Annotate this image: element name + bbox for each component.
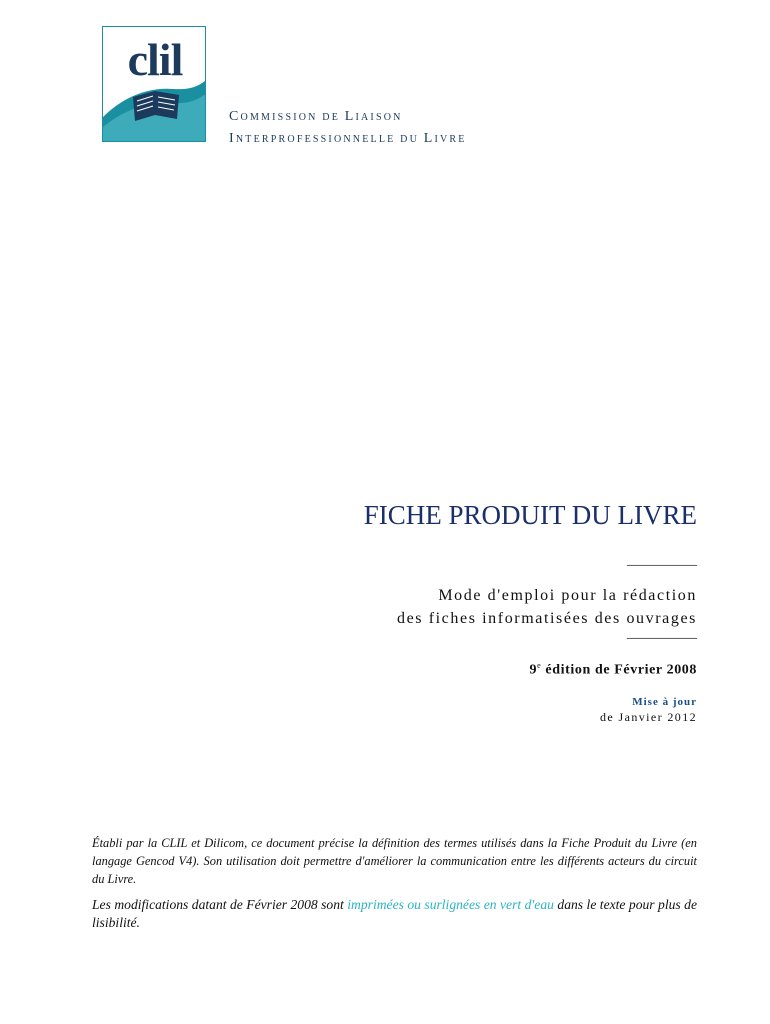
modifications-note: Les modifications datant de Février 2008 sont imprimées ou surlignées en vert d'eau dans le texte pour plus de lisibilité. (92, 897, 697, 930)
clil-logo (102, 26, 206, 142)
separator-rule-bottom: __________ (627, 626, 697, 641)
logo-text: clil (127, 34, 183, 85)
organization-line-2: INTERPROFESSIONNELLE DU LIVRE (229, 131, 467, 146)
document-subtitle (397, 584, 697, 630)
subtitle-line-1: Mode d'emploi pour la rédaction (438, 587, 697, 604)
update-label: Mise à jour (632, 696, 697, 708)
organization-name (229, 106, 467, 150)
intro-paragraph: Établi par la CLIL et Dilicom, ce document précise la définition des termes utilisés dans la Fiche Produit du Livre (en langage Gencod V4). Son utilisation doit permettre d'améliorer la communication entre les différents acteurs du circuit du Livre. (92, 836, 697, 886)
update-date: de Janvier 2012 (600, 710, 697, 724)
subtitle-line-2: des fiches informatisées des ouvrages (396, 610, 697, 627)
organization-line-1: COMMISSION DE LIAISON (229, 109, 403, 124)
highlight-text: imprimées ou surlignées en vert d'eau (347, 897, 554, 912)
document-title: FICHE PRODUIT DU LIVRE (363, 500, 697, 530)
edition-label: 9e édition de Février 2008 (529, 661, 697, 678)
separator-rule-top: __________ (627, 553, 697, 568)
